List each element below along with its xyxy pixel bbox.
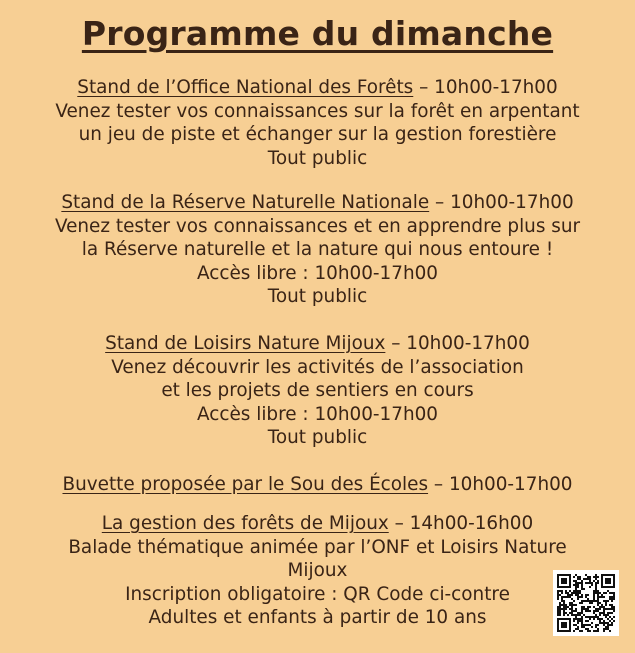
section-name: La gestion des forêts de Mijoux [101,513,389,534]
qr-code-icon[interactable] [553,570,619,636]
section-line: Venez tester vos connaissances sur la forêt en arpentant [55,100,580,122]
section-onf-stand [0,76,635,170]
section-loisirs-stand [0,332,635,450]
section-time: – 14h00-16h00 [388,513,534,534]
section-heading [0,473,635,497]
section-heading [0,76,635,100]
section-name: Stand de Loisirs Nature Mijoux [105,333,386,354]
section-line: Adultes et enfants à partir de 10 ans [148,607,487,628]
section-line: Balade thématique animée par l’ONF et Loisirs Nature [68,536,567,558]
section-line: Accès libre : 10h00-17h00 [196,262,439,284]
section-line: la Réserve naturelle et la nature qui nous entoure ! [81,239,554,260]
section-heading [0,512,635,536]
section-line: Tout public [267,427,368,448]
section-name: Buvette proposée par le Sou des Écoles [62,474,429,495]
page-title: Programme du dimanche [81,14,554,53]
section-line: Mijoux [287,560,348,581]
section-time: – 10h00-17h00 [413,77,558,98]
section-heading [0,191,635,215]
section-time: – 10h00-17h00 [429,192,574,213]
section-line: Tout public [267,286,368,307]
section-line: un jeu de piste et échanger sur la gestion forestière [78,124,557,145]
section-line: et les projets de sentiers en cours [161,380,474,401]
section-name: Stand de la Réserve Naturelle Nationale [61,192,430,213]
section-heading [0,332,635,356]
section-line: Venez tester vos connaissances et en apprendre plus sur [54,215,581,237]
section-buvette [0,473,635,497]
section-time: – 10h00-17h00 [385,333,530,354]
section-line: Venez découvrir les activités de l’association [111,356,524,378]
section-name: Stand de l’Office National des Forêts [77,77,414,98]
section-line: Tout public [267,147,368,169]
section-line: Inscription obligatoire : QR Code ci-contre [125,583,510,605]
qr-code-graphic [557,574,615,632]
section-forest-walk [0,512,635,630]
section-line: Accès libre : 10h00-17h00 [196,403,439,425]
section-time: – 10h00-17h00 [428,474,573,495]
section-reserve-stand [0,191,635,309]
